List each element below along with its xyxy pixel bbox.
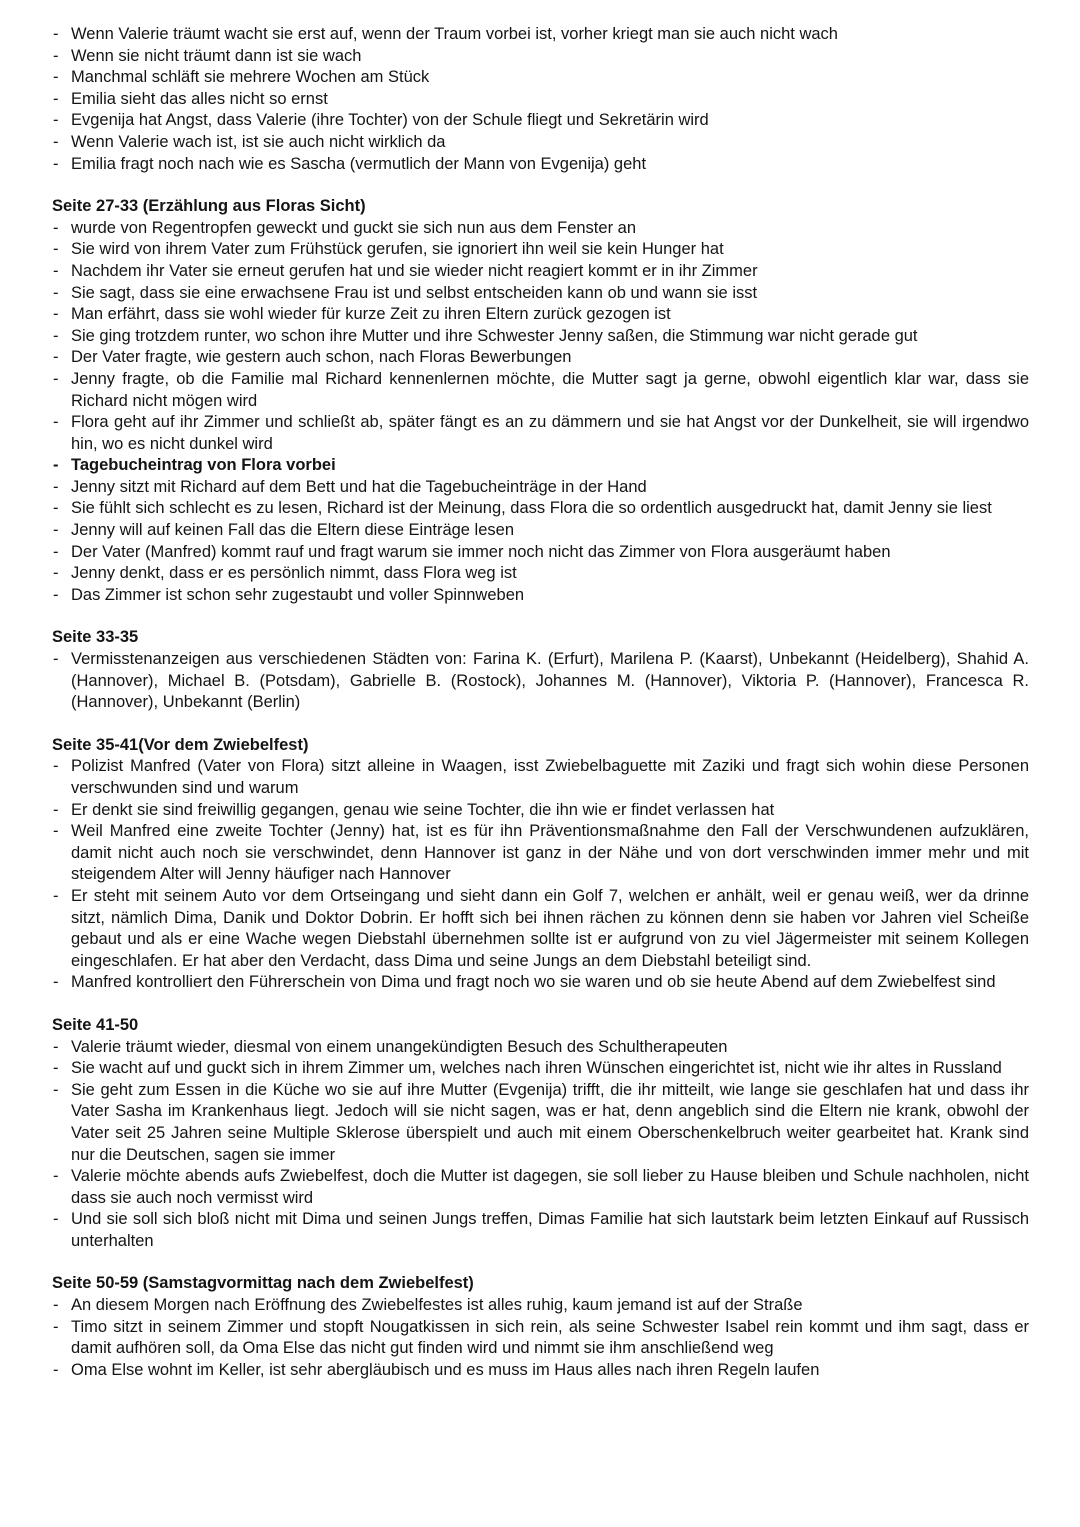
bullet-item: - Jenny sitzt mit Richard auf dem Bett und hat die Tagebucheinträge in der Hand [52, 477, 1029, 499]
bullet-item: - Er denkt sie sind freiwillig gegangen, genau wie seine Tochter, die ihn wie er findet verlassen hat [52, 800, 1029, 822]
section-heading: Seite 33-35 [52, 628, 139, 647]
bullet-list [52, 756, 1029, 994]
bullet-item: - Jenny will auf keinen Fall das die Eltern diese Einträge lesen [52, 520, 1029, 542]
bullet-item: - Sie sagt, dass sie eine erwachsene Frau ist und selbst entscheiden kann ob und wann sie isst [52, 283, 1029, 305]
bullet-list [52, 218, 1029, 607]
bullet-item: - Der Vater fragte, wie gestern auch schon, nach Floras Bewerbungen [52, 347, 1029, 369]
bullet-item: - Oma Else wohnt im Keller, ist sehr abergläubisch und es muss im Haus alles nach ihren Regeln laufen [52, 1360, 1029, 1382]
bullet-item: - Man erfährt, dass sie wohl wieder für kurze Zeit zu ihren Eltern zurück gezogen ist [52, 304, 1029, 326]
bullet-item: - Wenn Valerie träumt wacht sie erst auf, wenn der Traum vorbei ist, vorher kriegt man sie auch nicht wach [52, 24, 1029, 46]
document-page [52, 24, 1029, 1402]
bullet-item: - Evgenija hat Angst, dass Valerie (ihre Tochter) von der Schule fliegt und Sekretärin wird [52, 110, 1029, 132]
bullet-item: - Sie wacht auf und guckt sich in ihrem Zimmer um, welches nach ihren Wünschen eingerichtet ist, nicht wie ihr altes in Russland [52, 1058, 1029, 1080]
bullet-item: - Sie geht zum Essen in die Küche wo sie auf ihre Mutter (Evgenija) trifft, die ihr mitteilt, wie lange sie geschlafen hat und dass ihr Vater Sasha im Krankenhaus liegt. Jedoch will sie nicht sagen, was er hat, denn angeblich sind die Eltern nie krank, obwohl der Vater seit 25 Jahren seine Multiple Sklerose überspielt und auch mit einem Oberschenkelbruch weiter gearbeitet hat. Krank sind nur die Deutschen, sagen sie immer [52, 1080, 1029, 1166]
bullet-item: - Sie ging trotzdem runter, wo schon ihre Mutter und ihre Schwester Jenny saßen, die Stimmung war nicht gerade gut [52, 326, 1029, 348]
bullet-list [52, 24, 1029, 175]
bullet-item: - Wenn sie nicht träumt dann ist sie wach [52, 46, 1029, 68]
section [52, 1015, 1029, 1253]
bullet-item: - Valerie möchte abends aufs Zwiebelfest, doch die Mutter ist dagegen, sie soll lieber zu Hause bleiben und Schule nachholen, nicht dass sie auch noch vermisst wird [52, 1166, 1029, 1209]
section [52, 627, 1029, 713]
bullet-item: - Nachdem ihr Vater sie erneut gerufen hat und sie wieder nicht reagiert kommt er in ihr Zimmer [52, 261, 1029, 283]
section [52, 1273, 1029, 1381]
bullet-item: - Sie wird von ihrem Vater zum Frühstück gerufen, sie ignoriert ihn weil sie kein Hunger hat [52, 239, 1029, 261]
section-heading: Seite 41-50 [52, 1015, 139, 1034]
bullet-item: - Manchmal schläft sie mehrere Wochen am Stück [52, 67, 1029, 89]
bullet-item: - Emilia fragt noch nach wie es Sascha (vermutlich der Mann von Evgenija) geht [52, 154, 1029, 176]
section-heading: Seite 27-33 (Erzählung aus Floras Sicht) [52, 197, 366, 216]
section [52, 735, 1029, 994]
section-heading: Seite 35-41(Vor dem Zwiebelfest) [52, 735, 309, 754]
bullet-item: - Das Zimmer ist schon sehr zugestaubt und voller Spinnweben [52, 585, 1029, 607]
bullet-list [52, 649, 1029, 714]
bullet-item: - Und sie soll sich bloß nicht mit Dima und seinen Jungs treffen, Dimas Familie hat sich lautstark beim letzten Einkauf auf Russisch unterhalten [52, 1209, 1029, 1252]
bullet-item: - Weil Manfred eine zweite Tochter (Jenny) hat, ist es für ihn Präventionsmaßnahme den Fall der Verschwundenen aufzuklären, damit nicht auch noch sie verschwindet, denn Hannover ist ganz in der Nähe und von dort verschwinden immer mehr und mit steigendem Alter will Jenny häufiger nach Hannover [52, 821, 1029, 886]
bullet-item: - Vermisstenanzeigen aus verschiedenen Städten von: Farina K. (Erfurt), Marilena P. (Kaarst), Unbekannt (Heidelberg), Shahid A. (Hannover), Michael B. (Potsdam), Gabrielle B. (Rostock), Johannes M. (Hannover), Viktoria P. (Hannover), Francesca R. (Hannover), Unbekannt (Berlin) [52, 649, 1029, 714]
bullet-list [52, 1037, 1029, 1253]
section [52, 196, 1029, 606]
bullet-item: - wurde von Regentropfen geweckt und guckt sie sich nun aus dem Fenster an [52, 218, 1029, 240]
section-heading: Seite 50-59 (Samstagvormittag nach dem Zwiebelfest) [52, 1274, 474, 1293]
bullet-item: - Valerie träumt wieder, diesmal von einem unangekündigten Besuch des Schultherapeuten [52, 1037, 1029, 1059]
bullet-item: - Polizist Manfred (Vater von Flora) sitzt alleine in Waagen, isst Zwiebelbaguette mit Zaziki und fragt sich wohin diese Personen verschwunden sind und warum [52, 756, 1029, 799]
bullet-item: - Er steht mit seinem Auto vor dem Ortseingang und sieht dann ein Golf 7, welchen er anhält, weil er genau weiß, wer da drinne sitzt, nämlich Dima, Danik und Doktor Dobrin. Er hofft sich bei ihnen rächen zu können denn sie haben vor Jahren viel Scheiße gebaut und als er eine Wache wegen Diebstahl übernehmen sollte ist er aufgrund von zu viel Jägermeister mit seinem Kollegen eingeschlafen. Er hat aber den Verdacht, dass Dima und seine Jungs an dem Diebstahl beteiligt sind. [52, 886, 1029, 972]
bullet-item: - Jenny denkt, dass er es persönlich nimmt, dass Flora weg ist [52, 563, 1029, 585]
bullet-item: - Timo sitzt in seinem Zimmer und stopft Nougatkissen in sich rein, als seine Schwester Isabel rein kommt und ihm sagt, dass er damit aufhören soll, da Oma Else das nicht gut finden wird und nimmt sie ihm anschließend weg [52, 1317, 1029, 1360]
bullet-item: - Tagebucheintrag von Flora vorbei [52, 455, 1029, 477]
bullet-list [52, 1295, 1029, 1381]
bullet-item: - Jenny fragte, ob die Familie mal Richard kennenlernen möchte, die Mutter sagt ja gerne, obwohl eigentlich klar war, dass sie Richard nicht mögen wird [52, 369, 1029, 412]
bullet-item: - An diesem Morgen nach Eröffnung des Zwiebelfestes ist alles ruhig, kaum jemand ist auf der Straße [52, 1295, 1029, 1317]
bullet-item: - Manfred kontrolliert den Führerschein von Dima und fragt noch wo sie waren und ob sie heute Abend auf dem Zwiebelfest sind [52, 972, 1029, 994]
bullet-item: - Wenn Valerie wach ist, ist sie auch nicht wirklich da [52, 132, 1029, 154]
bullet-item: - Der Vater (Manfred) kommt rauf und fragt warum sie immer noch nicht das Zimmer von Flora ausgeräumt haben [52, 542, 1029, 564]
section [52, 24, 1029, 175]
bullet-item: - Sie fühlt sich schlecht es zu lesen, Richard ist der Meinung, dass Flora die so ordentlich ausgedruckt hat, damit Jenny sie liest [52, 498, 1029, 520]
bullet-item: - Flora geht auf ihr Zimmer und schließt ab, später fängt es an zu dämmern und sie hat Angst vor der Dunkelheit, sie will irgendwo hin, wo es nicht dunkel wird [52, 412, 1029, 455]
bullet-item: - Emilia sieht das alles nicht so ernst [52, 89, 1029, 111]
